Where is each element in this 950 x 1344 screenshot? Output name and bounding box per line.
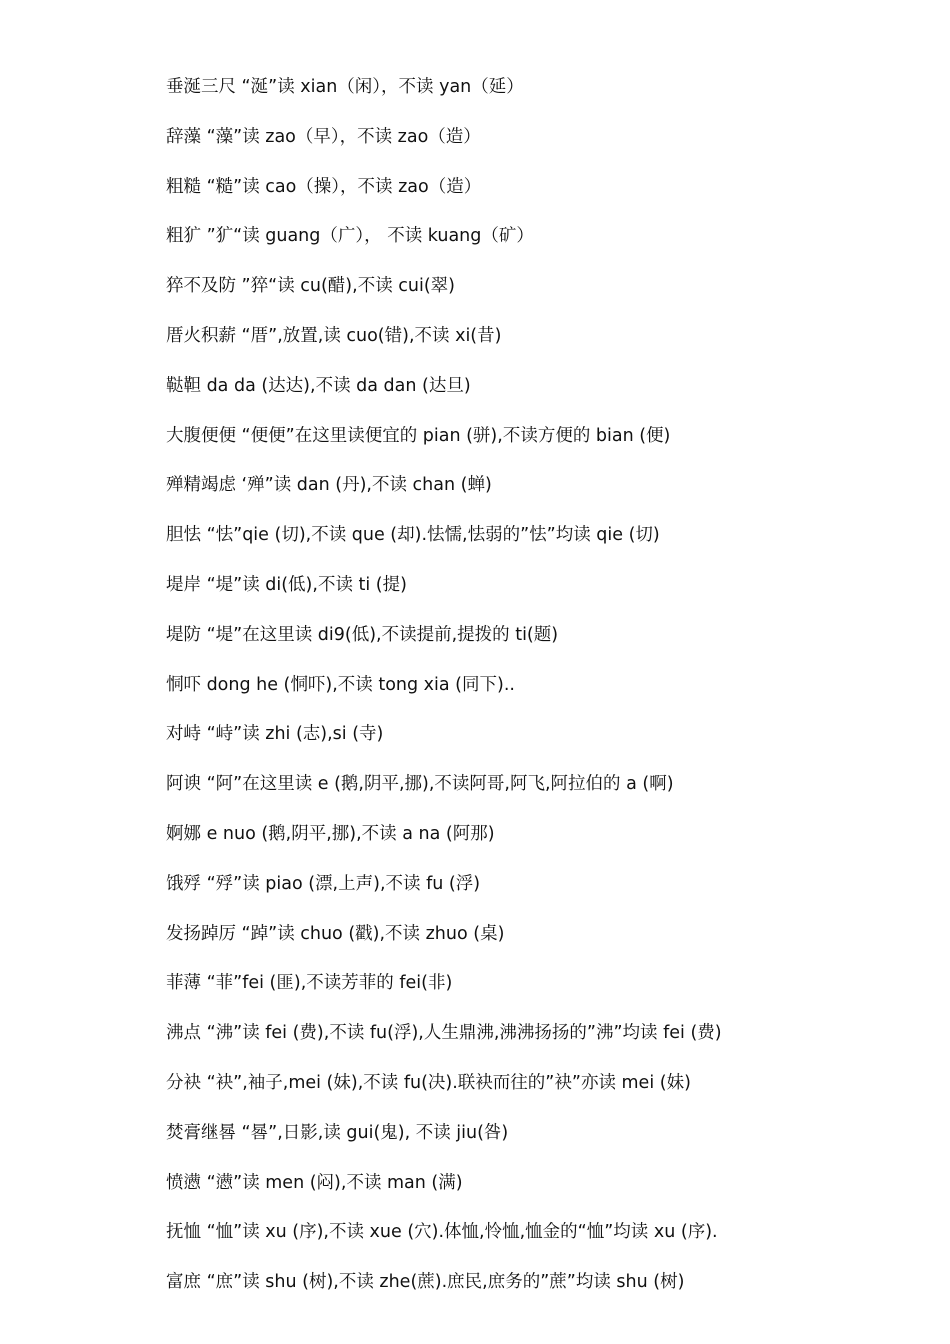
list-item: 恫吓 dong he (恫吓),不读 tong xia (同下).. [166,674,515,695]
list-item: 对峙 “峙”读 zhi (志),si (寺) [166,724,384,745]
list-item: 粗犷 ”犷“读 guang（广）， 不读 kuang（矿） [166,226,534,247]
list-item: 粗糙 “糙”读 cao（操），不读 zao（造） [166,176,482,197]
list-item: 分袂 “袂”,袖子,mei (妹),不读 fu(决).联袂而往的”袂”亦读 mei (妹) [166,1072,691,1093]
list-item: 厝火积薪 “厝”,放置,读 cuo(错),不读 xi(昔) [166,325,502,346]
list-item: 大腹便便 “便便”在这里读便宜的 pian (骈),不读方便的 bian (便) [166,425,671,446]
list-item: 焚膏继晷 “晷”,日影,读 gui(鬼), 不读 jiu(咎) [166,1122,509,1143]
list-item: 堤岸 “堤”读 di(低),不读 ti (提) [166,574,407,595]
list-item: 抚恤 “恤”读 xu (序),不读 xue (穴).体恤,怜恤,恤金的“恤”均读 xu (序). [166,1222,718,1243]
list-item: 富庶 “庶”读 shu (树),不读 zhe(蔗).庶民,庶务的”蔗”均读 shu (树) [166,1272,685,1293]
list-item: 垂涎三尺 “涎”读 xian（闲），不读 yan（延） [166,77,524,97]
list-item: 阿谀 “阿”在这里读 e (鹅,阴平,挪),不读阿哥,阿飞,阿拉伯的 a (啊) [166,774,674,795]
list-item: 沸点 “沸”读 fei (费),不读 fu(浮),人生鼎沸,沸沸扬扬的”沸”均读 fei (费) [166,1023,722,1044]
list-item: 婀娜 e nuo (鹅,阴平,挪),不读 a na (阿那) [166,823,495,844]
list-item: 鞑靼 da da (达达),不读 da dan (达旦) [166,375,471,396]
list-item: 殚精竭虑 ‘殚”读 dan (丹),不读 chan (蝉) [166,475,492,496]
list-item: 愤懑 “懑”读 men (闷),不读 man (满) [166,1172,463,1193]
list-item: 堤防 “堤”在这里读 di9(低),不读提前,提拨的 ti(题) [166,624,559,645]
list-item: 饿殍 “殍”读 piao (漂,上声),不读 fu (浮) [166,873,481,894]
list-item: 胆怯 “怯”qie (切),不读 que (却).怯懦,怯弱的”怯”均读 qie (切) [166,525,660,546]
list-item: 菲薄 “菲”fei (匪),不读芳菲的 fei(非) [166,973,453,994]
list-item: 发扬踔厉 “踔”读 chuo (戳),不读 zhuo (桌) [166,923,505,944]
list-item: 辞藻 “藻”读 zao（早），不读 zao（造） [166,126,481,147]
list-item: 猝不及防 ”猝“读 cu(醋),不读 cui(翠) [166,276,455,297]
pronunciation-list [166,72,886,1317]
